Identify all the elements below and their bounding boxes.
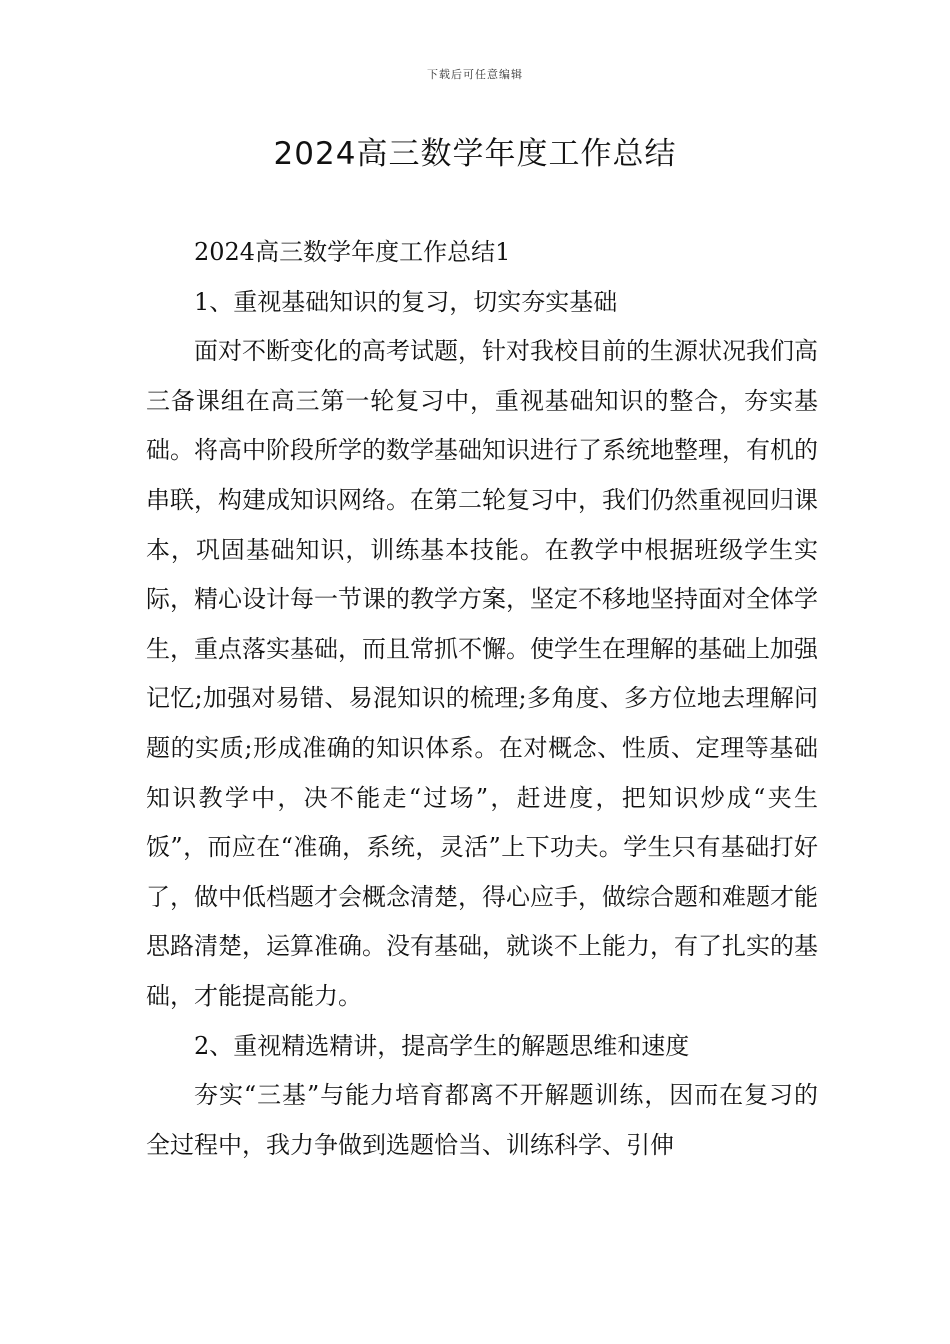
section1-heading: 1、重视基础知识的复习，切实夯实基础 — [194, 287, 618, 316]
document-title: 2024高三数学年度工作总结 — [273, 136, 677, 172]
section2-heading: 2、重视精选精讲，提高学生的解题思维和速度 — [194, 1031, 690, 1060]
section1-paragraph: 面对不断变化的高考试题，针对我校目前的生源状况我们高三备课组在高三第一轮复习中，重视基础知识的整合，夯实基础。将高中阶段所学的数学基础知识进行了系统地整理，有机的串联，构建成知识网络。在第二轮复习中，我们仍然重视回归课本，巩固基础知识，训练基本技能。在教学中根据班级学生实际，精心设计每一节课的教学方案，坚定不移地坚持面对全体学生，重点落实基础，而且常抓不懈。使学生在理解的基础上加强记忆;加强对易错、易混知识的梳理;多角度、多方位地去理解问题的实质;形成准确的知识体系。在对概念、性质、定理等基础知识教学中，决不能走“过场”，赶进度，把知识炒成“夹生饭”，而应在“准确，系统，灵活”上下功夫。学生只有基础打好了，做中低档题才会概念清楚，得心应手，做综合题和难题才能思路清楚，运算准确。没有基础，就谈不上能力，有了扎实的基础，才能提高能力。 — [146, 337, 818, 1010]
section2-paragraph: 夯实“三基”与能力培育都离不开解题训练，因而在复习的全过程中，我力争做到选题恰当、训练科学、引伸 — [146, 1081, 818, 1159]
document-body — [146, 228, 818, 1170]
document-subtitle: 2024高三数学年度工作总结1 — [194, 238, 511, 266]
header-note: 下载后可任意编辑 — [427, 68, 523, 81]
